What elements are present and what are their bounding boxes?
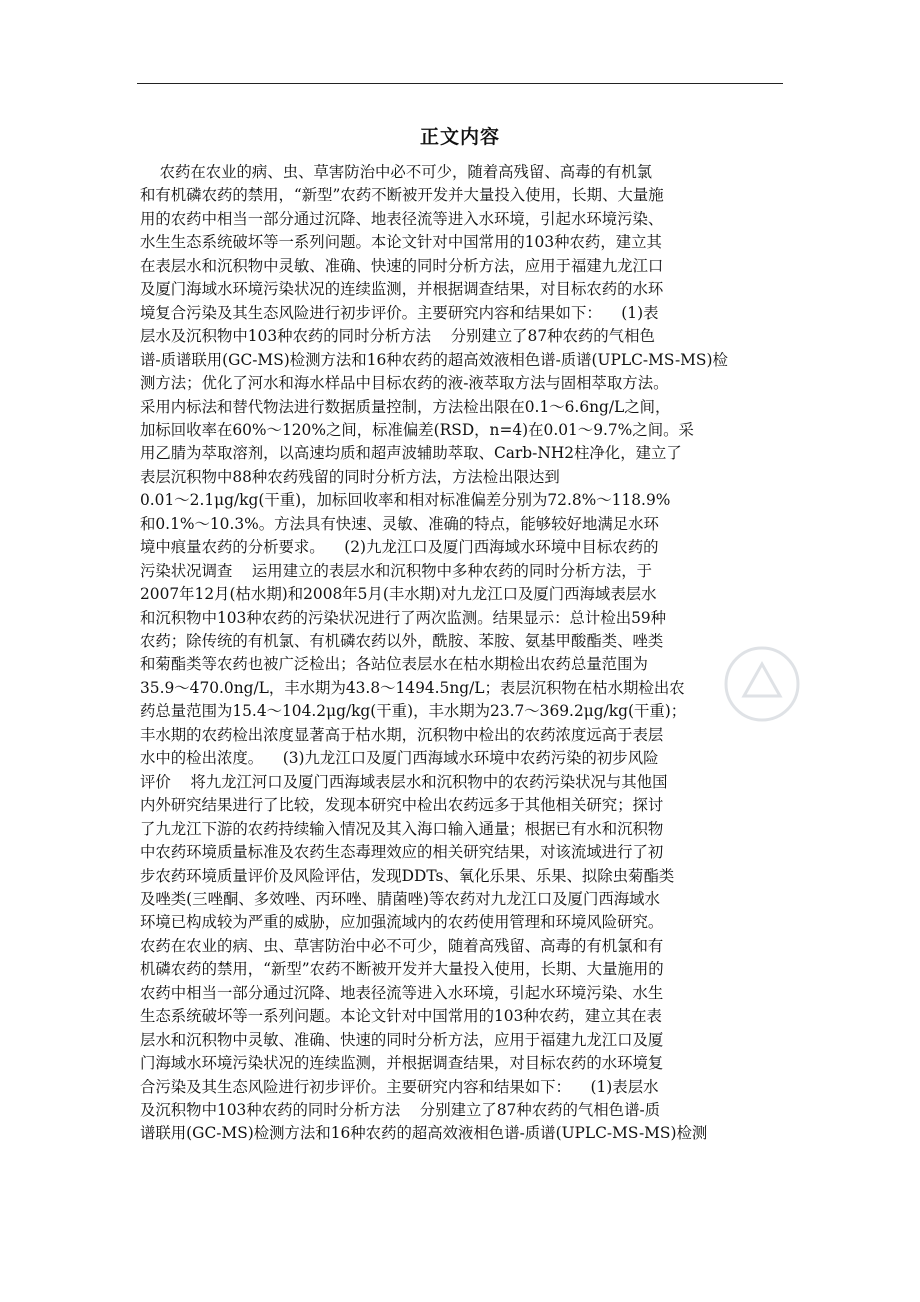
body-line: 用的农药中相当一部分通过沉降、地表径流等进入水环境，引起水环境污染、 [140, 209, 664, 228]
body-line: 评价 将九龙江河口及厦门西海域表层水和沉积物中的农药污染状况与其他国 [140, 772, 668, 791]
body-line: 门海域水环境污染状况的连续监测，并根据调查结果，对目标农药的水环境复 [140, 1054, 664, 1073]
body-line: 和沉积物中103种农药的污染状况进行了两次监测。结果显示：总计检出59种 [140, 608, 667, 627]
page-title: 正文内容 [419, 126, 500, 148]
body-line: 内外研究结果进行了比较，发现本研究中检出农药远多于其他相关研究；探讨 [140, 796, 664, 815]
body-line: 35.9～470.0ng/L，丰水期为43.8～1494.5ng/L；表层沉积物在枯水期检出农 [140, 678, 685, 697]
body-line: 谱-质谱联用(GC-MS)检测方法和16种农药的超高效液相色谱-质谱(UPLC-MS-MS)检 [140, 350, 728, 369]
body-line: 丰水期的农药检出浓度显著高于枯水期，沉积物中检出的农药浓度远高于表层 [140, 725, 664, 744]
body-line: 水生生态系统破坏等一系列问题。本论文针对中国常用的103种农药，建立其 [140, 233, 662, 252]
body-line: 2007年12月(枯水期)和2008年5月(丰水期)对九龙江口及厦门西海域表层水 [140, 585, 657, 604]
body-line: 步农药环境质量评价及风险评估，发现DDTs、氧化乐果、乐果、拟除虫菊酯类 [140, 866, 675, 885]
body-line: 谱联用(GC-MS)检测方法和16种农药的超高效液相色谱-质谱(UPLC-MS-MS)检测 [140, 1124, 708, 1143]
header-rule [137, 83, 783, 84]
body-line: 层水及沉积物中103种农药的同时分析方法 分别建立了87种农药的气相色 [140, 327, 655, 346]
body-line: 了九龙江下游的农药持续输入情况及其入海口输入通量；根据已有水和沉积物 [140, 819, 664, 838]
body-line: 和有机磷农药的禁用，“新型”农药不断被开发并大量投入使用，长期、大量施 [140, 186, 664, 205]
body-line: 水中的检出浓度。 (3)九龙江口及厦门西海域水环境中农药污染的初步风险 [140, 749, 659, 768]
body-line: 0.01～2.1μg/kg(干重)，加标回收率和相对标准偏差分别为72.8%～118.9% [140, 491, 671, 510]
body-line: 生态系统破坏等一系列问题。本论文针对中国常用的103种农药，建立其在表 [140, 1007, 662, 1026]
body-line: 农药在农业的病、虫、草害防治中必不可少，随着高残留、高毒的有机氯和有 [140, 936, 664, 955]
body-line: 机磷农药的禁用，“新型”农药不断被开发并大量投入使用，长期、大量施用的 [140, 960, 664, 979]
body-line: 及沉积物中103种农药的同时分析方法 分别建立了87种农药的气相色谱-质 [140, 1101, 661, 1119]
body-line: 境复合污染及其生态风险进行初步评价。主要研究内容和结果如下： (1)表 [140, 303, 659, 322]
body-line: 用乙腈为萃取溶剂，以高速均质和超声波辅助萃取、Carb-NH2柱净化，建立了 [140, 444, 682, 463]
body-line: 中农药环境质量标准及农药生态毒理效应的相关研究结果，对该流域进行了初 [140, 843, 664, 862]
body-line: 农药在农业的病、虫、草害防治中必不可少，随着高残留、高毒的有机氯 [140, 163, 653, 181]
body-line: 合污染及其生态风险进行初步评价。主要研究内容和结果如下： (1)表层水 [140, 1077, 659, 1096]
body-line: 药总量范围为15.4～104.2μg/kg(干重)，丰水期为23.7～369.2μg/kg(干重)； [140, 702, 687, 721]
body-line: 和0.1%～10.3%。方法具有快速、灵敏、准确的特点，能够较好地满足水环 [140, 514, 659, 533]
body-line: 环境已构成较为严重的威胁，应加强流域内的农药使用管理和环境风险研究。 [140, 913, 664, 932]
body-line: 层水和沉积物中灵敏、准确、快速的同时分析方法，应用于福建九龙江口及厦 [140, 1030, 664, 1049]
body-line: 及唑类(三唑酮、多效唑、丙环唑、腈菌唑)等农药对九龙江口及厦门西海域水 [140, 889, 660, 908]
body-line: 农药中相当一部分通过沉降、地表径流等进入水环境，引起水环境污染、水生 [140, 983, 664, 1002]
watermark-logo-icon [722, 644, 802, 724]
body-line: 农药；除传统的有机氯、有机磷农药以外，酰胺、苯胺、氨基甲酸酯类、唑类 [140, 632, 664, 650]
body-line: 和菊酯类等农药也被广泛检出；各站位表层水在枯水期检出农药总量范围为 [140, 655, 648, 674]
body-line: 境中痕量农药的分析要求。 (2)九龙江口及厦门西海域水环境中目标农药的 [140, 538, 659, 557]
body-line: 测方法；优化了河水和海水样品中目标农药的液-液萃取方法与固相萃取方法。 [140, 374, 669, 393]
body-line: 及厦门海域水环境污染状况的连续监测，并根据调查结果，对目标农药的水环 [140, 280, 664, 299]
body-line: 表层沉积物中88种农药残留的同时分析方法，方法检出限达到 [140, 467, 560, 486]
body-line: 采用内标法和替代物法进行数据质量控制，方法检出限在0.1～6.6ng/L之间， [140, 397, 671, 416]
body-line: 污染状况调查 运用建立的表层水和沉积物中多种农药的同时分析方法，于 [140, 561, 653, 580]
body-line: 在表层水和沉积物中灵敏、准确、快速的同时分析方法，应用于福建九龙江口 [140, 256, 664, 275]
body-line: 加标回收率在60%～120%之间，标准偏差(RSD，n=4)在0.01～9.7%之间。采 [140, 420, 694, 439]
